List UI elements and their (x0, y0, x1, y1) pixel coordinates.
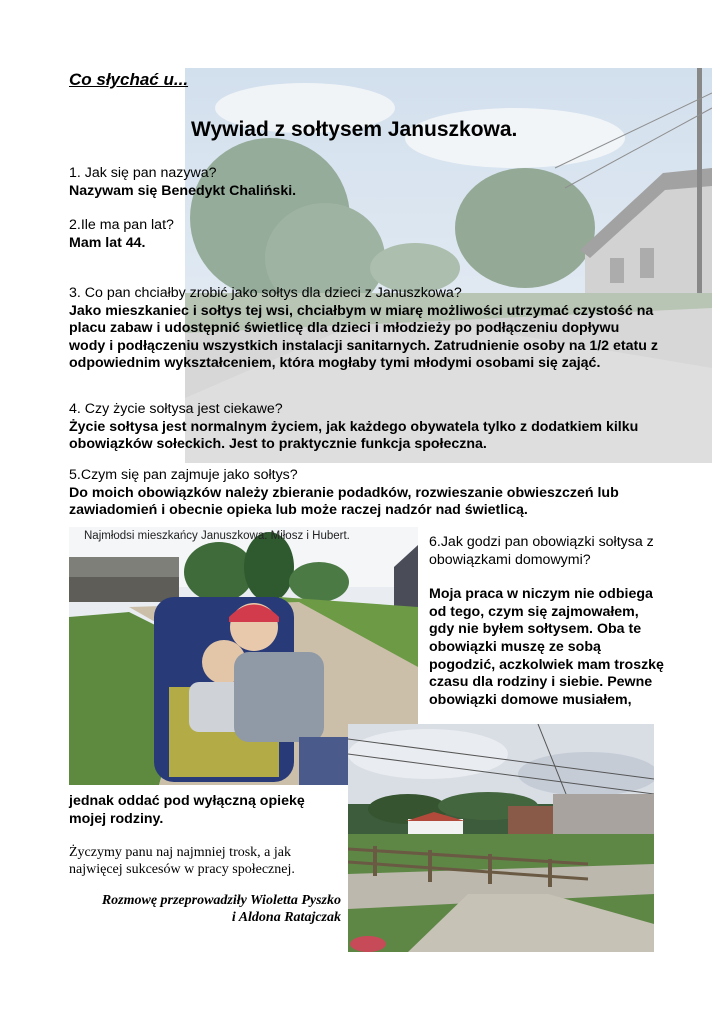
answer: Do moich obowiązków należy zbieranie podadków, rozwieszanie obwieszczeń lub zawiadomień i obecnie opieka lub może raczej nadzór nad świetlicą. (69, 484, 619, 519)
answer: Nazywam się Benedykt Chaliński. (69, 182, 297, 199)
answer: Życie sołtysa jest normalnym życiem, jak każdego obywatela tylko z dodatkiem kilku obowiązków sołeckich. Jest to praktycznie funkcja społeczna. (69, 418, 639, 453)
qa-block (69, 165, 669, 200)
question: 5.Czym się pan zajmuje jako sołtys? (69, 467, 298, 483)
yard-photo (348, 724, 654, 952)
question: 2.Ile ma pan lat? (69, 217, 174, 233)
closing-wish: Życzymy panu naj najmniej trosk, a jak najwięcej sukcesów w pracy społecznej. (69, 845, 295, 877)
question: 6.Jak godzi pan obowiązki sołtysa z obowiązkami domowymi? (429, 534, 654, 568)
answer: Jako mieszkaniec i sołtys tej wsi, chciałbym w miarę możliwości utrzymać czystość na placu zabaw i udostępnić świetlicę dla dzieci i młodzieży po podłączeniu dopływu wody i podłączeniu wszystkich instalacji sanitarnych. Zatrudnienie osoby na 1/2 etatu z odpowiednim wykształceniem, która mogłaby tymi młodymi osobami się zająć. (69, 302, 658, 372)
answer-continued: jednak oddać pod wyłączną opiekę mojej rodziny. (69, 793, 305, 827)
photo-caption: Najmłodsi mieszkańcy Januszkowa: Miłosz i Hubert. (84, 530, 350, 542)
page-title: Wywiad z sołtysem Januszkowa. (191, 118, 518, 141)
answer: Mam lat 44. (69, 234, 146, 251)
authors-signature (69, 892, 341, 926)
qa-block (69, 401, 664, 454)
question: 3. Co pan chciałby zrobić jako sołtys dla dzieci z Januszkowa? (69, 285, 462, 301)
question: 4. Czy życie sołtysa jest ciekawe? (69, 401, 283, 417)
section-label: Co słychać u... (69, 70, 189, 89)
signature-line: i Aldona Ratajczak (231, 910, 341, 925)
qa-block (69, 467, 659, 520)
qa-block (69, 217, 669, 252)
qa-block (69, 285, 659, 373)
signature-line: Rozmowę przeprowadziły Wioletta Pyszko (101, 893, 341, 908)
answer: Moja praca w niczym nie odbiega od tego, czym się zajmowałem, gdy nie byłem sołtysem. Oba te obowiązki muszę ze sobą pogodzić, aczkolwiek mam troszkę czasu dla rodziny i siebie. Pewne obowiązki domowe musiałem, (429, 586, 664, 708)
question: 1. Jak się pan nazywa? (69, 165, 217, 181)
qa-block (429, 534, 664, 709)
